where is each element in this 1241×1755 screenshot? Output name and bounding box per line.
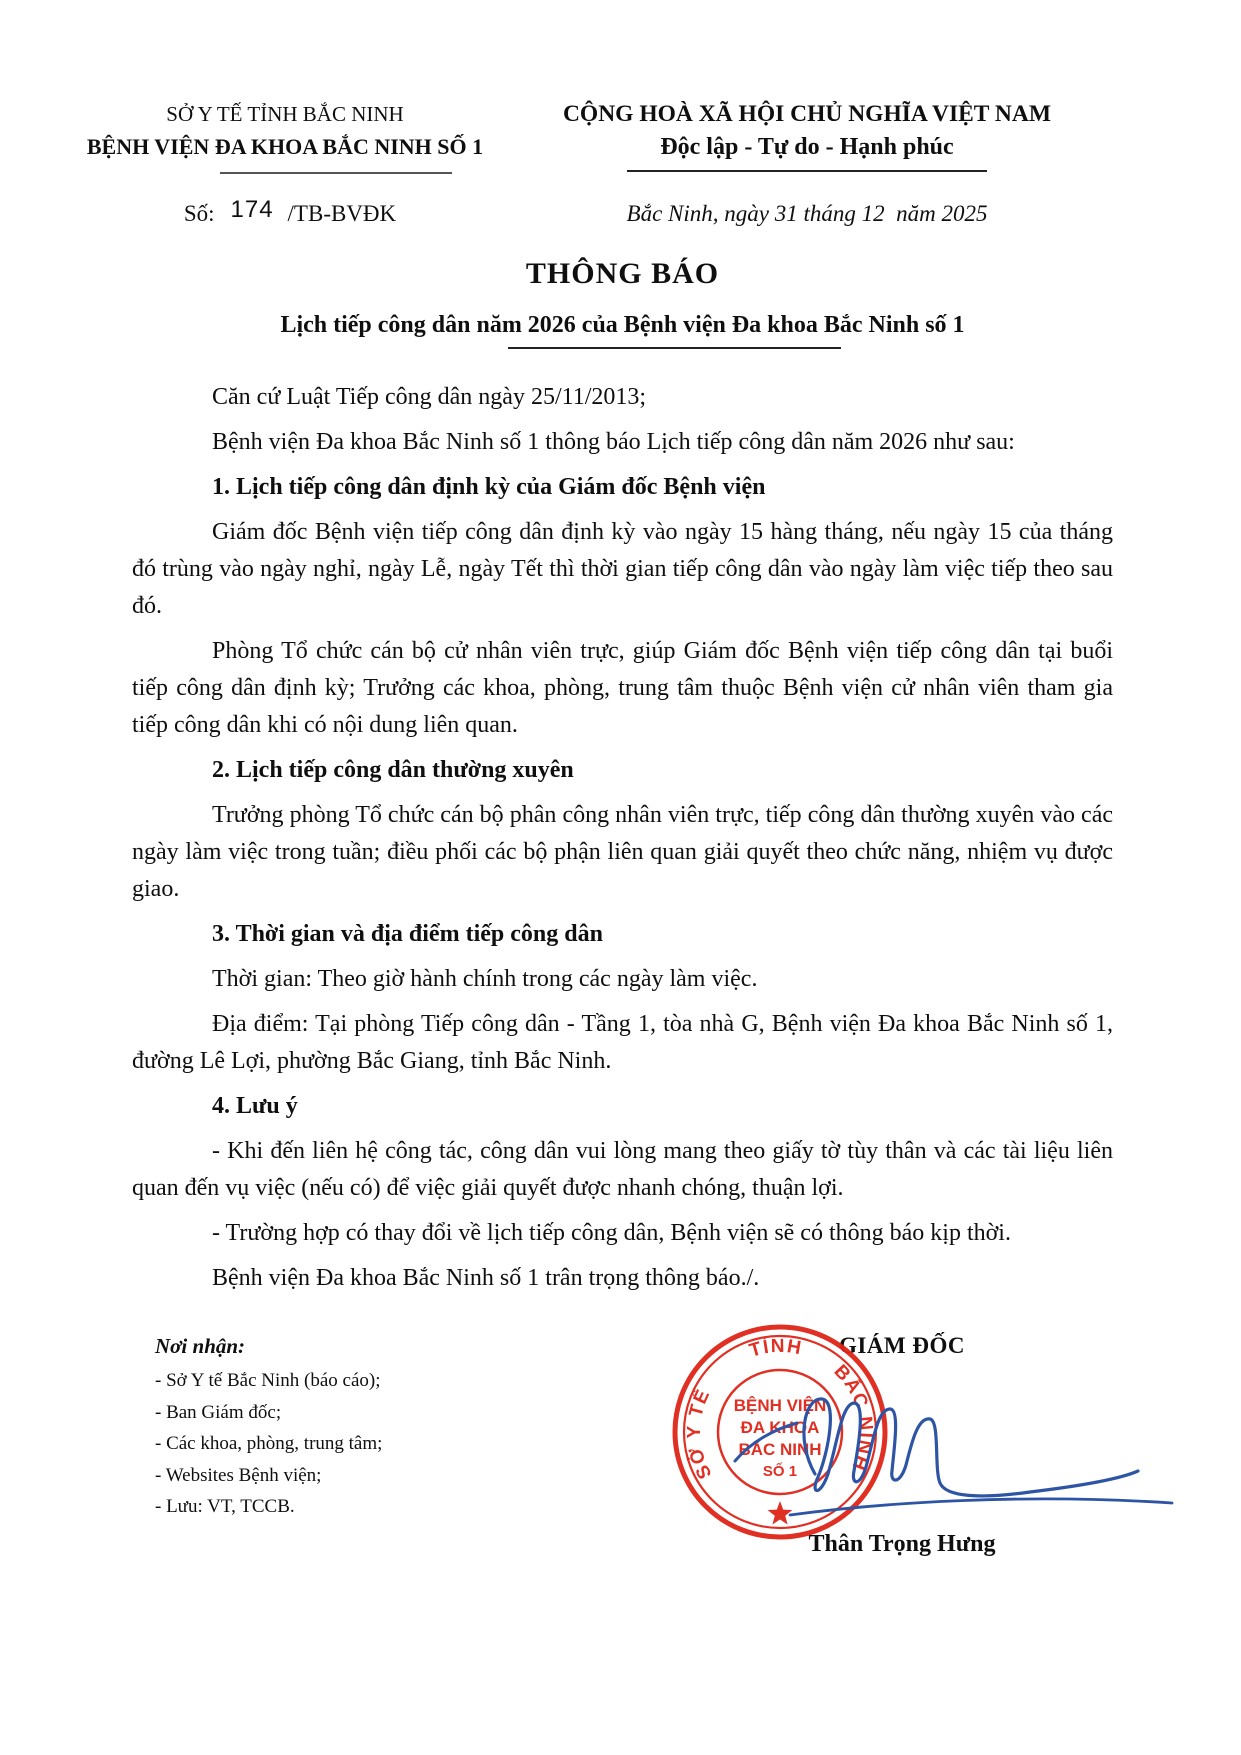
signature-stroke — [804, 1399, 1138, 1496]
section-heading: 2. Lịch tiếp công dân thường xuyên — [212, 757, 574, 783]
stamp-ring-text: TỈNH — [747, 1335, 804, 1362]
place-dateline: Bắc Ninh, ngày 31 tháng 12 năm 2025 — [626, 201, 988, 226]
ref-number-suffix: /TB-BVĐK — [287, 201, 397, 226]
list-item: - Ban Giám đốc; — [155, 1401, 282, 1423]
recipients-list — [155, 1365, 382, 1523]
ref-number-label: Số: — [183, 201, 215, 226]
body-paragraph: Thời gian: Theo giờ hành chính trong các ngày làm việc. — [212, 966, 758, 992]
issuing-org-block — [85, 98, 485, 174]
document-header — [85, 98, 1129, 174]
signature-stroke — [735, 1423, 797, 1461]
body-paragraph: Địa điểm: Tại phòng Tiếp công dân - Tầng 1, tòa nhà G, Bệnh viện Đa khoa Bắc Ninh số 1, đường Lê Lợi, phường Bắc Giang, tỉnh Bắc Ninh. — [132, 1011, 1113, 1074]
section-heading: 3. Thời gian và địa điểm tiếp công dân — [212, 921, 603, 947]
subtitle-divider — [508, 347, 841, 349]
list-item: - Websites Bệnh viện; — [155, 1464, 322, 1486]
document-title: THÔNG BÁO — [525, 257, 720, 290]
national-motto: Độc lập - Tự do - Hạnh phúc — [660, 134, 954, 160]
stamp-center-text: ĐA KHOA — [740, 1418, 820, 1437]
hospital-name: BỆNH VIỆN ĐA KHOA BẮC NINH SỐ 1 — [86, 134, 484, 159]
body-paragraph: - Trường hợp có thay đổi về lịch tiếp công dân, Bệnh viện sẽ có thông báo kịp thời. — [212, 1220, 1011, 1246]
body-paragraph: Bệnh viện Đa khoa Bắc Ninh số 1 trân trọng thông báo./. — [212, 1265, 760, 1291]
national-title: CỘNG HOÀ XÃ HỘI CHỦ NGHĨA VIỆT NAM — [562, 101, 1052, 127]
section-heading: 1. Lịch tiếp công dân định kỳ của Giám đốc Bệnh viện — [212, 474, 766, 500]
recipients-label: Nơi nhận: — [155, 1334, 246, 1358]
stamp-center-text: BẮC NINH — [738, 1440, 822, 1459]
document-subtitle: Lịch tiếp công dân năm 2026 của Bệnh viện Đa khoa Bắc Ninh số 1 — [280, 312, 965, 338]
signer-name: Thân Trọng Hưng — [808, 1531, 996, 1557]
list-item: - Các khoa, phòng, trung tâm; — [155, 1433, 383, 1454]
recipients-block — [155, 1329, 382, 1523]
signature-scribble — [590, 1379, 1190, 1539]
document-body — [132, 379, 1113, 1297]
stamp-ring-text: SỞ Y TẾ — [683, 1385, 717, 1483]
body-paragraph: Phòng Tổ chức cán bộ cử nhân viên trực, giúp Giám đốc Bệnh viện tiếp công dân tại buổi tiếp công dân định kỳ; Trưởng các khoa, phòng, trung tâm thuộc Bệnh viện cử nhân viên tham gia tiếp công dân khi có nội dung liên quan. — [132, 638, 1113, 738]
document-footer — [132, 1305, 1113, 1755]
signer-title: GIÁM ĐỐC — [838, 1333, 966, 1358]
stamp-center-text: SỐ 1 — [762, 1463, 798, 1480]
body-paragraph: Giám đốc Bệnh viện tiếp công dân định kỳ vào ngày 15 hàng tháng, nếu ngày 15 của tháng đó trùng vào ngày nghỉ, ngày Lễ, ngày Tết thì thời gian tiếp công dân vào ngày làm việc tiếp theo sau đó. — [132, 519, 1113, 619]
stamp-center-text: BỆNH VIỆN — [733, 1396, 827, 1415]
list-item: - Sở Y tế Bắc Ninh (báo cáo); — [155, 1370, 381, 1391]
signature-stroke — [790, 1499, 1172, 1515]
body-paragraph: - Khi đến liên hệ công tác, công dân vui lòng mang theo giấy tờ tùy thân và các tài liệu liên quan đến vụ việc (nếu có) để việc giải quyết được nhanh chóng, thuận lợi. — [132, 1138, 1113, 1201]
ref-and-date-row — [85, 198, 1129, 230]
ref-number-value: 174 — [230, 196, 274, 223]
section-heading: 4. Lưu ý — [212, 1093, 298, 1119]
stamp-ring-text: BẮC NINH — [829, 1360, 877, 1475]
motto-divider — [627, 170, 987, 172]
body-paragraph: Trưởng phòng Tổ chức cán bộ phân công nhân viên trực, tiếp công dân thường xuyên vào các ngày làm việc trong tuần; điều phối các bộ phận liên quan giải quyết theo chức năng, nhiệm vụ được giao. — [132, 802, 1113, 902]
national-motto-block — [485, 98, 1129, 174]
list-item: - Lưu: VT, TCCB. — [155, 1496, 295, 1517]
parent-org-name: SỞ Y TẾ TỈNH BẮC NINH — [166, 102, 404, 126]
ref-number — [85, 198, 485, 230]
body-paragraph: Bệnh viện Đa khoa Bắc Ninh số 1 thông báo Lịch tiếp công dân năm 2026 như sau: — [212, 429, 1015, 455]
body-paragraph: Căn cứ Luật Tiếp công dân ngày 25/11/2013; — [212, 384, 647, 410]
header-divider — [220, 172, 452, 174]
